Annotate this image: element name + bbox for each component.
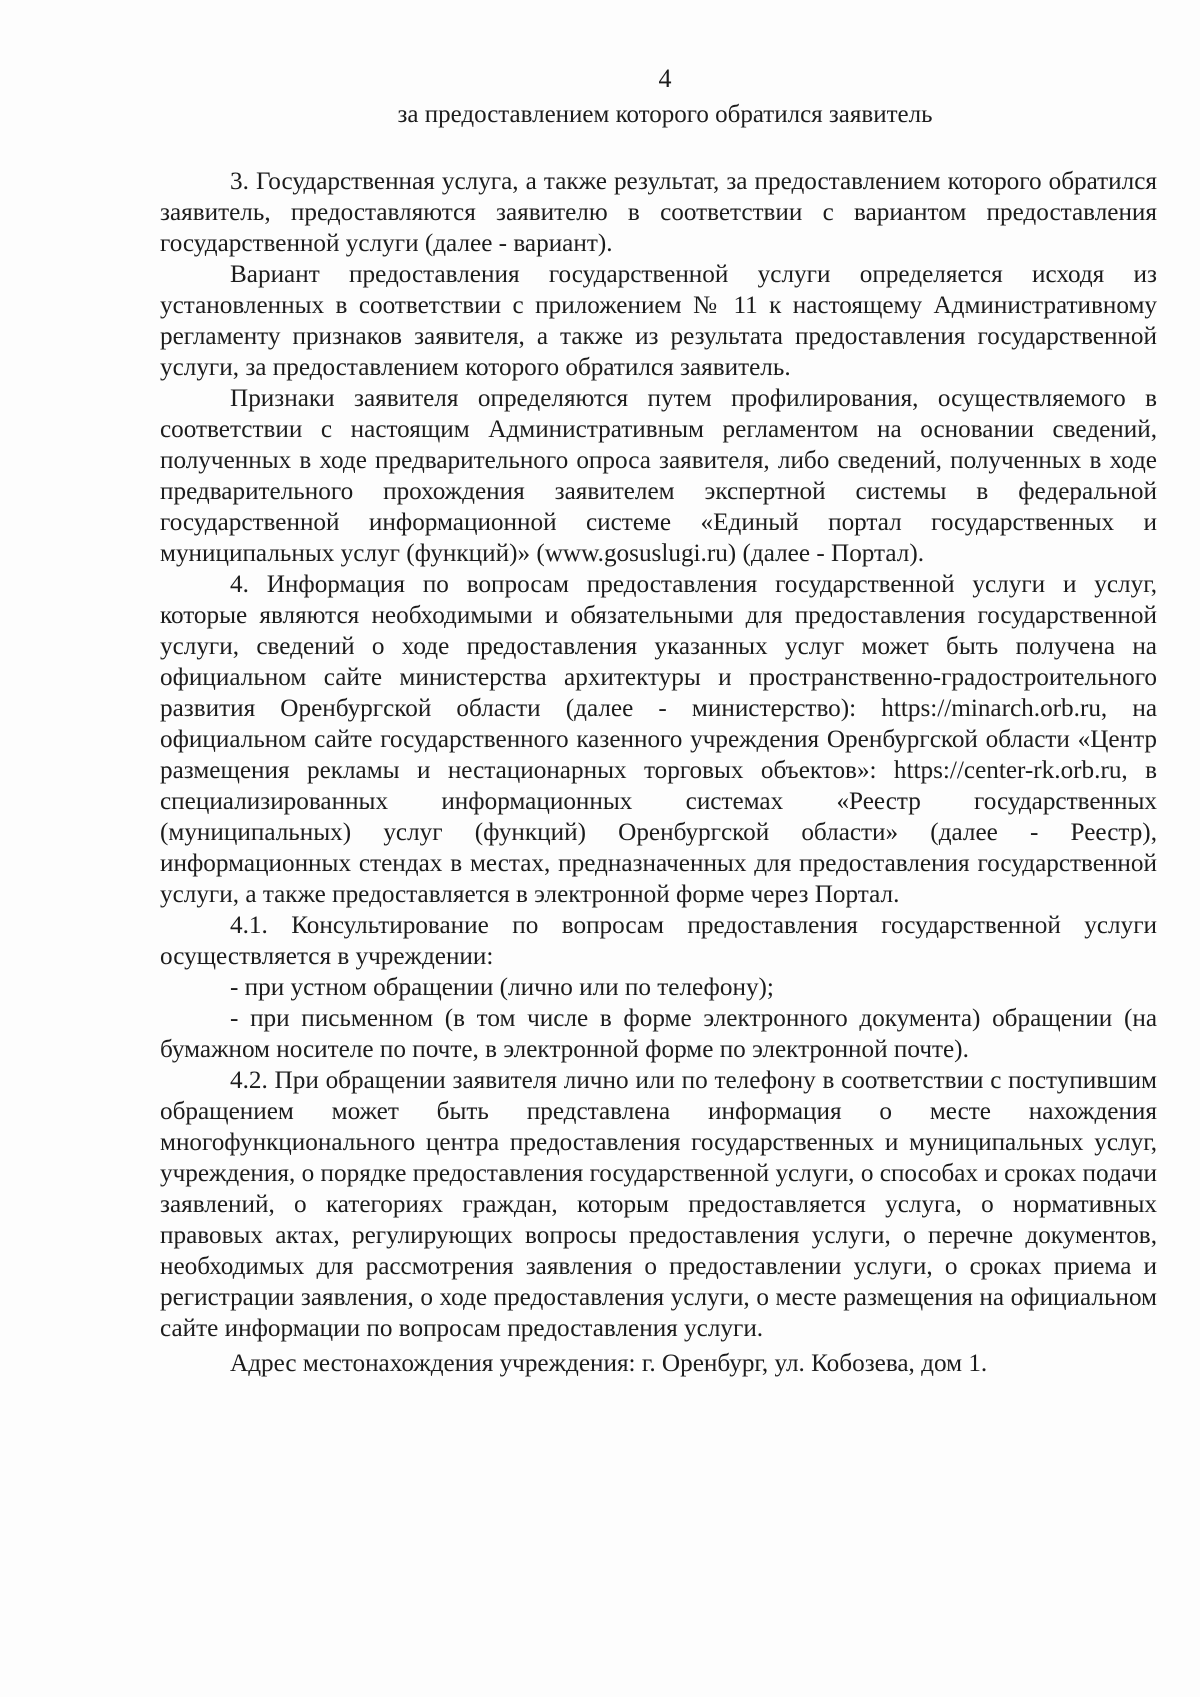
paragraph-institution-address: Адрес местонахождения учреждения: г. Оренбург, ул. Кобозева, дом 1. <box>230 1350 988 1377</box>
list-item-written-request: - при письменном (в том числе в форме электронного документа) обращении (на бумажном носителе по почте, в электронной форме по электронной почте). <box>160 1005 1157 1063</box>
paragraph-4-2-personal-request: 4.2. При обращении заявителя лично или по телефону в соответствии с поступившим обращением может быть представлена информация о месте нахождения многофункционального центра предоставления государственных и муниципальных услуг, учреждения, о порядке предоставления государственной услуги, о способах и сроках подачи заявлений, о категориях граждан, которым предоставляется услуга, о нормативных правовых актах, регулирующих вопросы предоставления услуги, о перечне документов, необходимых для рассмотрения заявления о предоставлении услуги, о сроках приема и регистрации заявления, о ходе предоставления услуги, о месте размещения на официальном сайте информации по вопросам предоставления услуги. <box>160 1067 1157 1342</box>
page-number: 4 <box>658 64 672 93</box>
paragraph-3-service-result: 3. Государственная услуга, а также результат, за предоставлением которого обратился заявитель, предоставляются заявителю в соответствии с вариантом предоставления государственной услуги (далее - вариант). <box>160 168 1157 257</box>
continuation-line: за предоставлением которого обратился заявитель <box>397 101 933 128</box>
paragraph-applicant-features: Признаки заявителя определяются путем профилирования, осуществляемого в соответствии с настоящим Административным регламентом на основании сведений, полученных в ходе предварительного опроса заявителя, либо сведений, полученных в ходе предварительного прохождения заявителем экспертной системы в федеральной государственной информационной системе «Единый портал государственных и муниципальных услуг (функций)» (www.gosuslugi.ru) (далее - Портал). <box>160 385 1157 567</box>
list-item-oral-request: - при устном обращении (лично или по телефону); <box>230 974 774 1001</box>
document-body <box>160 166 1157 1379</box>
paragraph-4-information-sources: 4. Информация по вопросам предоставления государственной услуги и услуг, которые являются необходимыми и обязательными для предоставления государственной услуги, сведений о ходе предоставления указанных услуг может быть получена на официальном сайте министерства архитектуры и пространственно-градостроительного развития Оренбургской области (далее - министерство): https://minarch.orb.ru, на официальном сайте государственного казенного учреждения Оренбургской области «Центр размещения рекламы и нестационарных торговых объектов»: https://center-rk.orb.ru, в специализированных информационных системах «Реестр государственных (муниципальных) услуг (функций) Оренбургской области» (далее - Реестр), информационных стендах в местах, предназначенных для предоставления государственной услуги, а также предоставляется в электронной форме через Портал. <box>160 571 1157 908</box>
paragraph-4-1-consulting: 4.1. Консультирование по вопросам предоставления государственной услуги осуществляется в учреждении: <box>160 912 1157 970</box>
paragraph-variant-definition: Вариант предоставления государственной услуги определяется исходя из установленных в соответствии с приложением № 11 к настоящему Административному регламенту признаков заявителя, а также из результата предоставления государственной услуги, за предоставлением которого обратился заявитель. <box>160 261 1157 381</box>
